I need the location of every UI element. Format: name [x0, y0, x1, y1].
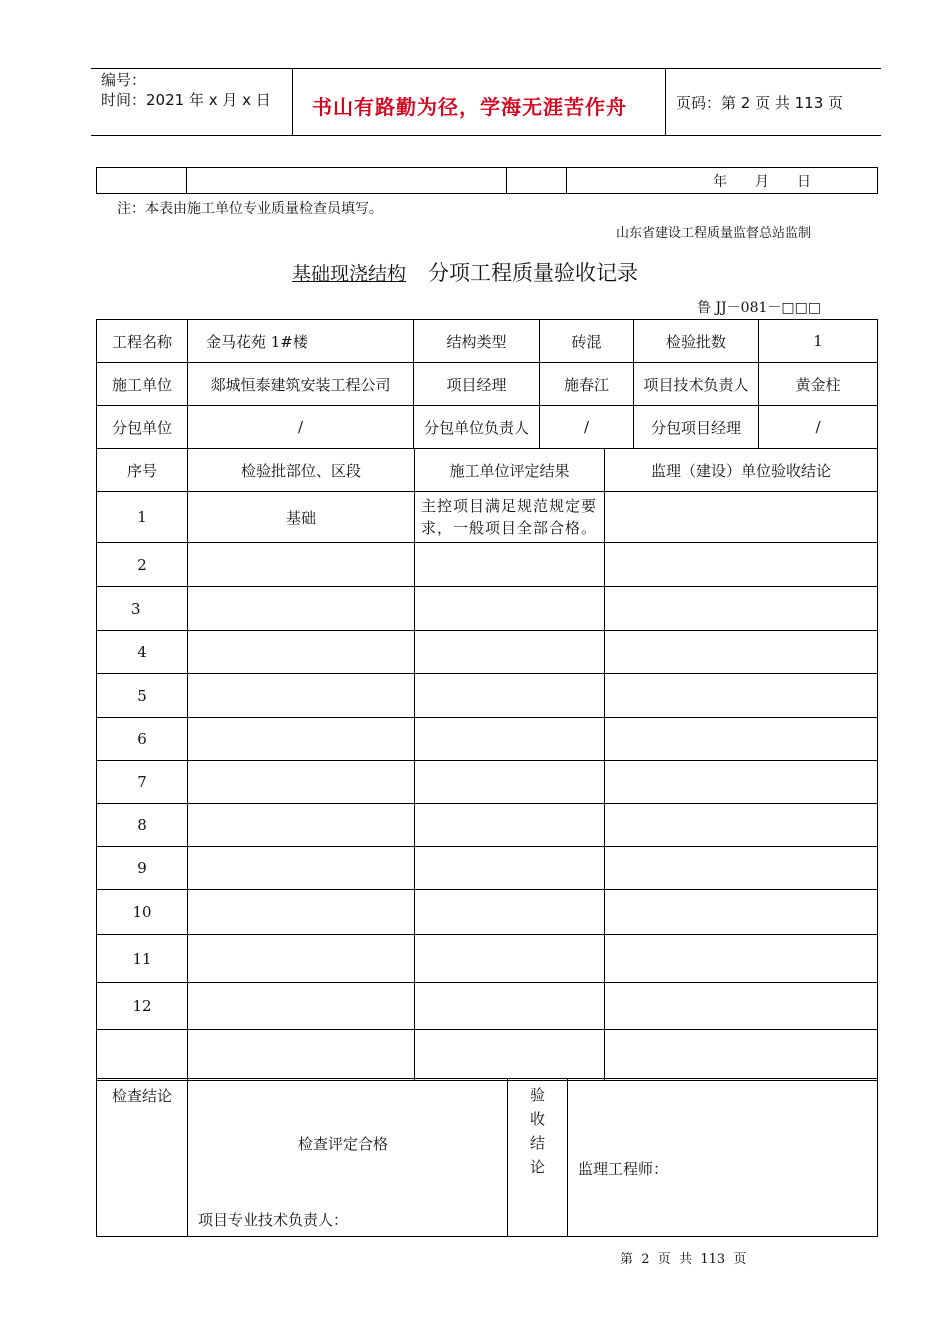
row-location [188, 935, 415, 983]
row-conclusion [605, 761, 878, 804]
row-location [188, 631, 415, 674]
table-row [97, 1030, 878, 1081]
sub-unit: / [188, 406, 414, 449]
row-result [415, 935, 605, 983]
table-row [97, 587, 878, 631]
row-seq: 4 [97, 631, 188, 674]
engineer-signature: 监理工程师： [578, 1160, 669, 1178]
acceptance-char: 验 [529, 1086, 545, 1104]
strip-cell-1 [97, 168, 187, 194]
title-rest: 分项工程质量验收记录 [428, 261, 639, 285]
row-result [415, 718, 605, 761]
check-conclusion-text: 检查评定合格 [298, 1135, 389, 1153]
form-note: 注：本表由施工单位专业质量检查员填写。 [117, 201, 383, 217]
row-location [188, 890, 415, 935]
header-top-rule [91, 68, 881, 69]
row-conclusion [605, 674, 878, 718]
row-seq [97, 1030, 188, 1081]
row-conclusion [605, 543, 878, 587]
row-seq: 7 [97, 761, 188, 804]
supervisor-org: 山东省建设工程质量监督总站监制 [616, 226, 812, 241]
table-row [97, 492, 878, 543]
row-conclusion [605, 983, 878, 1030]
sub-pm-label: 分包项目经理 [634, 406, 759, 449]
row-result: 主控项目满足规范规定要求，一般项目全部合格。 [415, 492, 605, 543]
project-info-table [96, 319, 878, 449]
col-contractor-result: 施工单位评定结果 [415, 449, 605, 492]
tech-lead-signature: 项目专业技术负责人： [198, 1211, 349, 1229]
row-conclusion [605, 935, 878, 983]
row-seq: 3 [97, 587, 188, 631]
sub-unit-label: 分包单位 [97, 406, 188, 449]
top-strip-table [96, 167, 878, 194]
sub-lead: / [540, 406, 634, 449]
table-row [97, 718, 878, 761]
page-footer: 第 2 页 共 113 页 [620, 1252, 747, 1267]
row-conclusion [605, 890, 878, 935]
row-result [415, 1030, 605, 1081]
row-conclusion [605, 804, 878, 847]
structure-type: 砖混 [540, 320, 634, 363]
inspection-table [96, 448, 878, 1081]
row-seq: 2 [97, 543, 188, 587]
row-conclusion [605, 587, 878, 631]
title-subject: 基础现浇结构 [292, 263, 407, 285]
batch-count: 1 [759, 320, 878, 363]
row-conclusion [605, 718, 878, 761]
row-location [188, 543, 415, 587]
table-row [97, 804, 878, 847]
check-conclusion-cell [188, 1079, 508, 1237]
table-row [97, 847, 878, 890]
row-location [188, 983, 415, 1030]
row-result [415, 631, 605, 674]
row-location [188, 1030, 415, 1081]
header-bottom-rule [91, 135, 881, 136]
acceptance-char: 结 [529, 1134, 545, 1152]
row-seq: 1 [97, 492, 188, 543]
row-location [188, 761, 415, 804]
row-conclusion [605, 1030, 878, 1081]
acceptance-char: 论 [529, 1158, 545, 1176]
project-name-label: 工程名称 [97, 320, 188, 363]
row-seq: 8 [97, 804, 188, 847]
row-location: 基础 [188, 492, 415, 543]
strip-date: 年 月 日 [567, 168, 878, 194]
acceptance-label [508, 1079, 568, 1237]
form-title [270, 257, 638, 287]
col-supervisor-result: 监理（建设）单位验收结论 [605, 449, 878, 492]
pm-name: 施春江 [540, 363, 634, 406]
row-conclusion [605, 492, 878, 543]
contractor-label: 施工单位 [97, 363, 188, 406]
table-row [97, 761, 878, 804]
table-row [97, 890, 878, 935]
row-seq: 11 [97, 935, 188, 983]
row-conclusion [605, 631, 878, 674]
row-location [188, 847, 415, 890]
header-divider-left [292, 68, 293, 136]
table-row [97, 631, 878, 674]
row-result [415, 804, 605, 847]
row-seq: 10 [97, 890, 188, 935]
row-seq: 12 [97, 983, 188, 1030]
row-result [415, 674, 605, 718]
strip-cell-3 [507, 168, 567, 194]
pm-label: 项目经理 [414, 363, 540, 406]
row-conclusion [605, 847, 878, 890]
row-location [188, 587, 415, 631]
structure-type-label: 结构类型 [414, 320, 540, 363]
sub-pm: / [759, 406, 878, 449]
col-seq: 序号 [97, 449, 188, 492]
sub-lead-label: 分包单位负责人 [414, 406, 540, 449]
table-row [97, 674, 878, 718]
table-row [97, 935, 878, 983]
row-result [415, 983, 605, 1030]
row-result [415, 543, 605, 587]
row-result [415, 847, 605, 890]
row-result [415, 587, 605, 631]
row-result [415, 761, 605, 804]
header-page-info: 页码：第 2 页 共 113 页 [676, 94, 844, 112]
header-divider-right [665, 68, 666, 136]
table-row [97, 543, 878, 587]
tech-lead-label: 项目技术负责人 [634, 363, 759, 406]
row-seq: 5 [97, 674, 188, 718]
header-motto: 书山有路勤为径，学海无涯苦作舟 [312, 95, 627, 119]
strip-cell-2 [187, 168, 507, 194]
row-location [188, 804, 415, 847]
form-code: 鲁 JJ－081－□□□ [697, 300, 822, 316]
acceptance-char: 收 [529, 1110, 545, 1128]
project-name: 金马花苑 1#楼 [188, 320, 414, 363]
conclusion-table [96, 1078, 878, 1237]
row-location [188, 674, 415, 718]
row-result [415, 890, 605, 935]
contractor-name: 郯城恒泰建筑安装工程公司 [188, 363, 414, 406]
col-location: 检验批部位、区段 [188, 449, 415, 492]
header-time: 时间：2021 年 x 月 x 日 [101, 91, 271, 109]
row-seq: 6 [97, 718, 188, 761]
check-conclusion-label: 检查结论 [97, 1079, 188, 1237]
table-row [97, 983, 878, 1030]
acceptance-cell [568, 1079, 878, 1237]
row-location [188, 718, 415, 761]
tech-lead-name: 黄金柱 [759, 363, 878, 406]
batch-count-label: 检验批数 [634, 320, 759, 363]
header-number-label: 编号： [101, 71, 147, 89]
row-seq: 9 [97, 847, 188, 890]
